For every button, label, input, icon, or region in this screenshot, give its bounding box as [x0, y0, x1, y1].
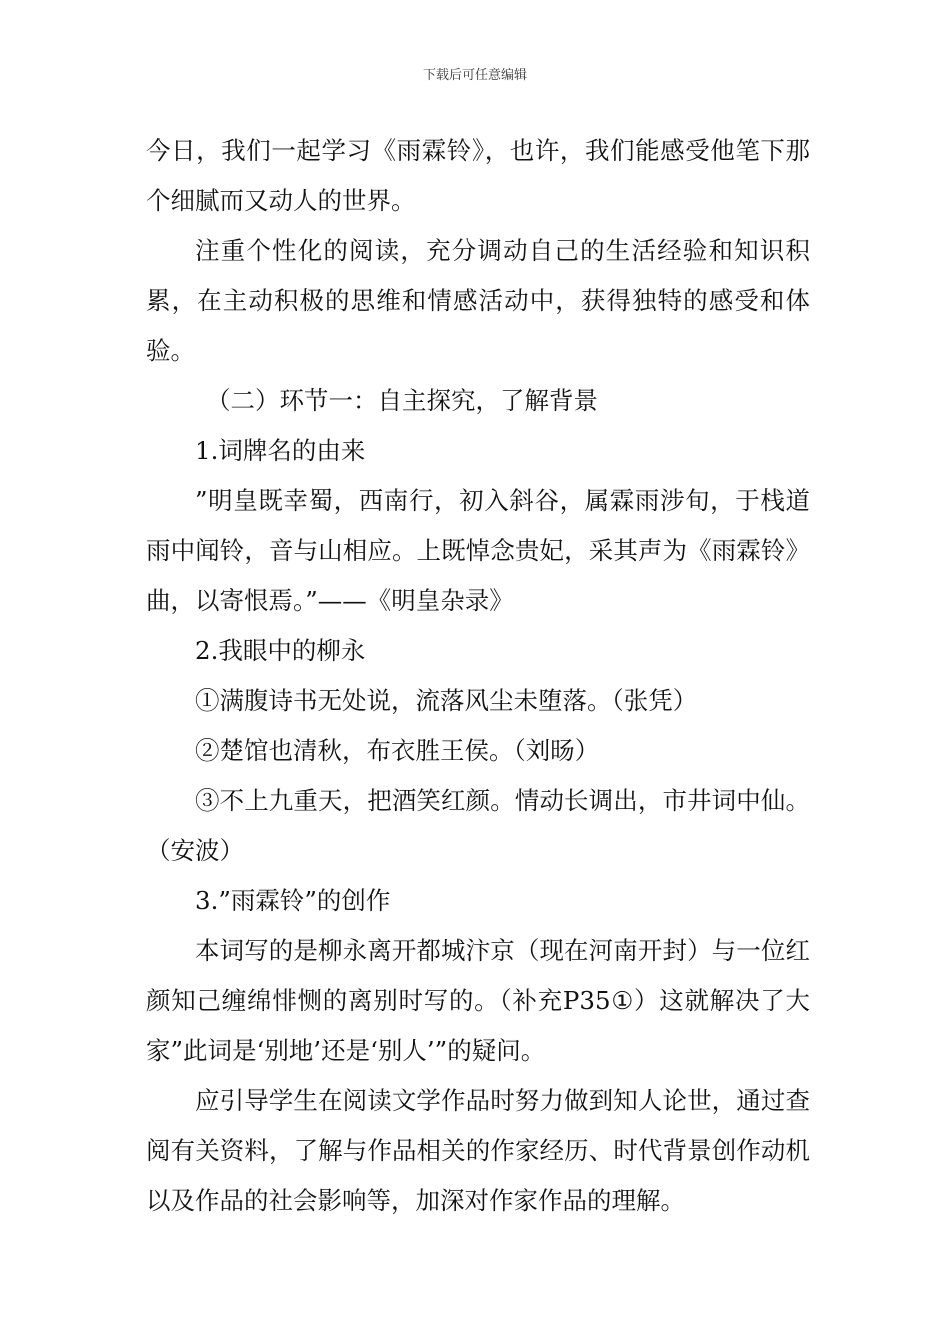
list-item-comment-3: ③不上九重天，把酒笑红颜。情动长调出，市井词中仙。（安波） — [146, 786, 810, 865]
paragraph-teaching-guidance: 应引导学生在阅读文学作品时努力做到知人论世，通过查阅有关资料，了解与作品相关的作家经历、时代背景创作动机以及作品的社会影响等，加深对作家作品的理解。 — [146, 1086, 810, 1215]
paragraph-creation-background: 本词写的是柳永离开都城汴京（现在河南开封）与一位红颜知己缠绵悱恻的离别时写的。（补充P35①）这就解决了大家”此词是‘别地’还是‘别人’”的疑问。 — [146, 936, 810, 1065]
section-heading-step-one: （二）环节一：自主探究，了解背景 — [206, 386, 598, 415]
subheading-liuyong: 2.我眼中的柳永 — [195, 636, 366, 665]
paragraph-intro-continued: 今日，我们一起学习《雨霖铃》，也许，我们能感受他笔下那个细腻而又动人的世界。 — [146, 136, 810, 215]
list-item-comment-2: ②楚馆也清秋，布衣胜王侯。（刘旸） — [195, 736, 600, 765]
paragraph-minghuang-quote: ”明皇既幸蜀，西南行，初入斜谷，属霖雨涉旬，于栈道雨中闻铃，音与山相应。上既悼念贵妃，采其声为《雨霖铃》曲，以寄恨焉。”——《明皇杂录》 — [146, 486, 810, 615]
subheading-creation: 3.”雨霖铃”的创作 — [195, 886, 391, 915]
subheading-cipai-origin: 1.词牌名的由来 — [195, 436, 366, 465]
document-body — [146, 126, 810, 1226]
page-header: 下载后可任意编辑 — [422, 68, 527, 83]
paragraph-reading-note: 注重个性化的阅读，充分调动自己的生活经验和知识积累，在主动积极的思维和情感活动中，获得独特的感受和体验。 — [146, 236, 810, 365]
list-item-comment-1: ①满腹诗书无处说，流落风尘未堕落。（张凭） — [195, 686, 698, 715]
